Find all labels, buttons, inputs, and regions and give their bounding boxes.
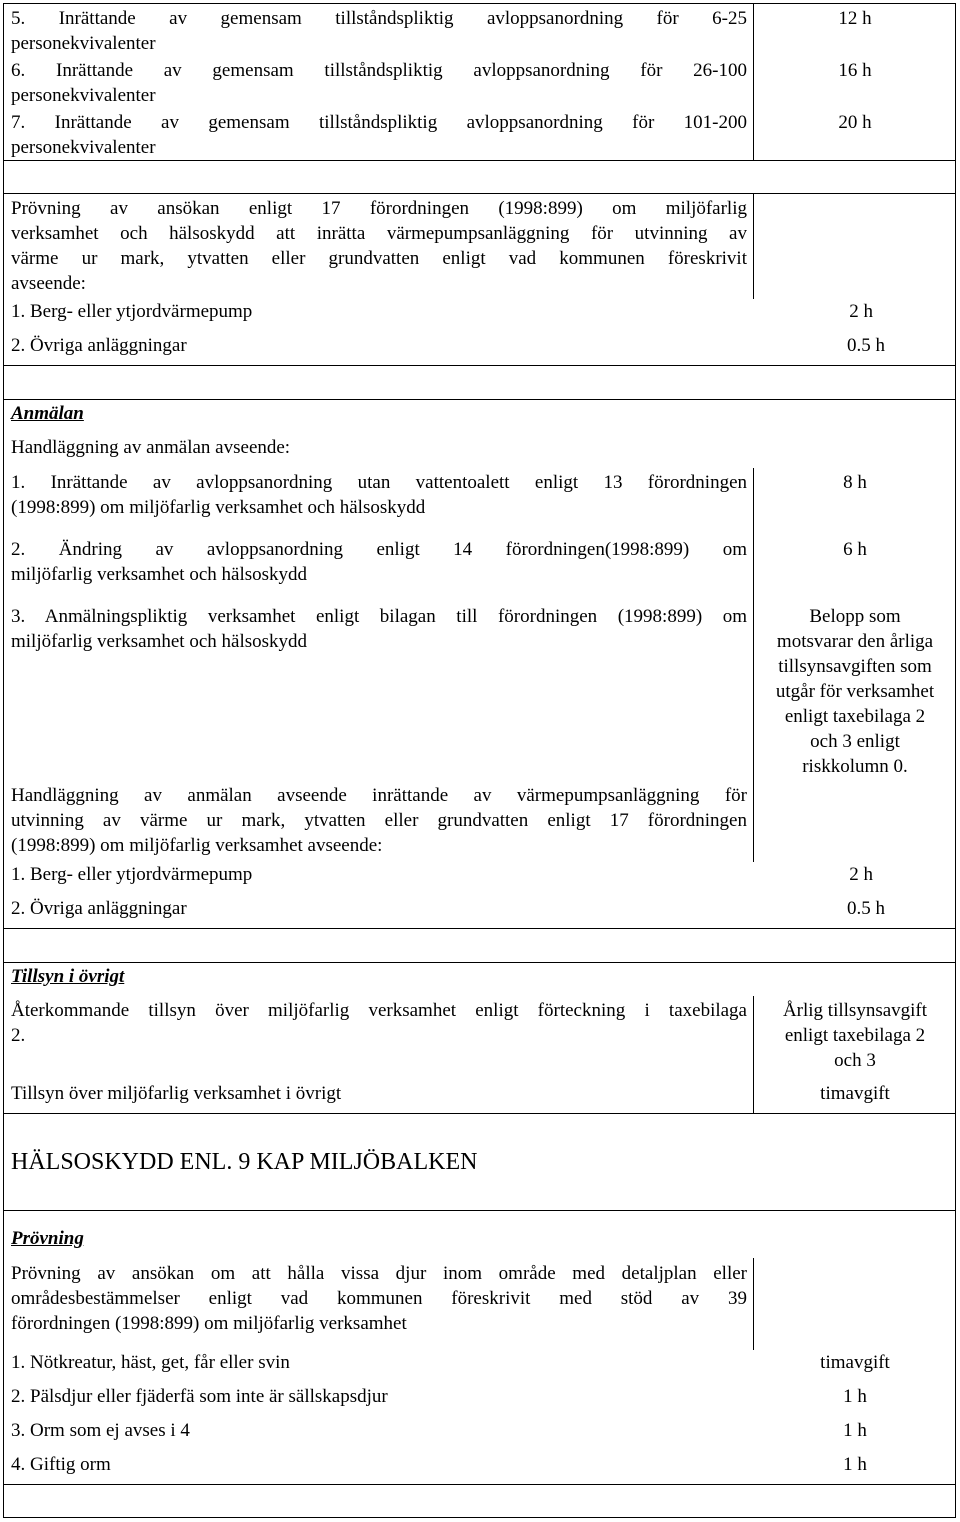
row-text: miljöfarlig verksamhet och hälsoskydd [11, 631, 308, 652]
table-border-bottom [3, 1517, 956, 1518]
row-text: Återkommande tillsyn över miljöfarlig verksamhet enligt förteckning i taxebilaga [11, 1000, 747, 1021]
anmalan-row-1 [11, 470, 747, 520]
list-item [11, 299, 873, 324]
paragraph-line: (1998:899) om miljöfarlig verksamhet avseende: [11, 835, 383, 856]
column-divider [753, 996, 754, 1113]
fee-row-7 [11, 110, 747, 160]
paragraph-line: Handläggning av anmälan avseende inrättande av värmepumpsanläggning för [11, 785, 747, 806]
table-border-top [3, 3, 956, 4]
column-divider [753, 1258, 754, 1350]
row-divider [3, 193, 956, 194]
paragraph-line: avseende: [11, 273, 86, 294]
row-text: (1998:899) om miljöfarlig verksamhet och hälsoskydd [11, 497, 426, 518]
djur-item-2: 2. Pälsdjur eller fjäderfä som inte är sällskapsdjur [11, 1386, 388, 1407]
fee-line: enligt taxebilaga 2 [784, 1025, 926, 1046]
fee-value: 16 h [838, 60, 872, 81]
row-text: 6. Inrättande av gemensam tillståndspliktig avloppsanordning för 26-100 [11, 60, 747, 81]
section-title: Tillsyn i övrigt [11, 966, 125, 987]
section-title-tillsyn [11, 964, 949, 989]
row-text: 3. Anmälningspliktig verksamhet enligt bilagan till förordningen (1998:899) om [11, 606, 747, 627]
varmepump-provning-text [11, 196, 747, 296]
paragraph-line: värme ur mark, ytvatten eller grundvatten enligt vad kommunen föreskrivit [11, 248, 747, 269]
item-label: 2. Övriga anläggningar [11, 335, 187, 356]
fee-value: 6 h [843, 539, 867, 560]
fee-value: 0.5 h [847, 898, 885, 919]
row-text: personekvivalenter [11, 85, 156, 106]
list-item [11, 896, 885, 921]
section-title-provning [11, 1226, 949, 1251]
section-title: Anmälan [11, 403, 84, 424]
table-border-left [3, 3, 4, 1518]
fee-line: Årlig tillsynsavgift [782, 1000, 928, 1021]
djur-item-4: 4. Giftig orm [11, 1454, 111, 1475]
fee-value: 12 h [838, 8, 872, 29]
row-text: 7. Inrättande av gemensam tillståndspliktig avloppsanordning för 101-200 [11, 112, 747, 133]
fee-value: timavgift [820, 1352, 890, 1373]
column-divider [753, 193, 754, 299]
anmalan-row-3 [11, 604, 747, 654]
anmalan-varmepump-text [11, 783, 747, 858]
fee-value: timavgift [820, 1083, 890, 1104]
row-text: personekvivalenter [11, 33, 156, 54]
fee-line: och 3 [834, 1050, 876, 1071]
djur-item-1: 1. Nötkreatur, häst, get, får eller svin [11, 1352, 290, 1373]
section-heading-halsoskydd: HÄLSOSKYDD ENL. 9 KAP MILJÖBALKEN [11, 1149, 478, 1175]
column-divider [753, 468, 754, 862]
paragraph-line: utvinning av värme ur mark, ytvatten eller grundvatten enligt 17 förordningen [11, 810, 747, 831]
paragraph-line: områdesbestämmelser enligt vad kommunen föreskrivit med stöd av 39 [11, 1288, 747, 1309]
fee-table-page [3, 3, 956, 1518]
paragraph-line: förordningen (1998:899) om miljöfarlig verksamhet [11, 1313, 407, 1334]
row-text: personekvivalenter [11, 137, 156, 158]
row-divider [3, 1113, 956, 1114]
fee-value: 1 h [843, 1386, 867, 1407]
fee-line: och 3 enligt [810, 731, 900, 752]
fee-value: 0.5 h [847, 335, 885, 356]
fee-value: 8 h [843, 472, 867, 493]
table-border-right [955, 3, 956, 1518]
paragraph-line: Prövning av ansökan enligt 17 förordningen (1998:899) om miljöfarlig [11, 198, 747, 219]
fee-line: Belopp som [809, 606, 901, 627]
row-divider [3, 928, 956, 929]
row-divider [3, 1210, 956, 1211]
row-text: 2. [11, 1025, 26, 1046]
row-divider [3, 399, 956, 400]
list-item [11, 862, 873, 887]
fee-row-5 [11, 6, 747, 56]
fee-line: enligt taxebilaga 2 [784, 706, 926, 727]
fee-description [760, 604, 950, 779]
row-text: 1. Inrättande av avloppsanordning utan vattentoalett enligt 13 förordningen [11, 472, 747, 493]
fee-row-6 [11, 58, 747, 108]
fee-line: tillsynsavgiften som [778, 656, 932, 677]
item-label: 1. Berg- eller ytjordvärmepump [11, 301, 253, 322]
section-title-anmalan [11, 401, 949, 426]
fee-line: utgår för verksamhet [775, 681, 935, 702]
fee-value: 1 h [843, 1420, 867, 1441]
fee-line: riskkolumn 0. [802, 756, 908, 777]
fee-value: 1 h [843, 1454, 867, 1475]
fee-value: 20 h [838, 112, 872, 133]
row-divider [3, 962, 956, 963]
tillsyn-row-1 [11, 998, 747, 1048]
list-item [11, 333, 885, 358]
row-divider [3, 1484, 956, 1485]
fee-value: 2 h [849, 301, 873, 322]
row-text: miljöfarlig verksamhet och hälsoskydd [11, 564, 308, 585]
item-label: 2. Övriga anläggningar [11, 898, 187, 919]
paragraph-line: verksamhet och hälsoskydd att inrätta värmepumpsanläggning för utvinning av [11, 223, 747, 244]
row-text: 5. Inrättande av gemensam tillståndspliktig avloppsanordning för 6-25 [11, 8, 747, 29]
row-text: 2. Ändring av avloppsanordning enligt 14 förordningen(1998:899) om [11, 539, 747, 560]
item-label: 1. Berg- eller ytjordvärmepump [11, 864, 253, 885]
djur-item-3: 3. Orm som ej avses i 4 [11, 1420, 190, 1441]
fee-value: 2 h [849, 864, 873, 885]
anmalan-subtitle: Handläggning av anmälan avseende: [11, 437, 291, 458]
anmalan-row-2 [11, 537, 747, 587]
paragraph-line: Prövning av ansökan om att hålla vissa djur inom område med detaljplan eller [11, 1263, 747, 1284]
djur-provning-text [11, 1261, 747, 1336]
fee-line: motsvarar den årliga [776, 631, 934, 652]
tillsyn-row-2: Tillsyn över miljöfarlig verksamhet i övrigt [11, 1083, 342, 1104]
fee-description [760, 998, 950, 1073]
row-divider [3, 160, 956, 161]
row-divider [3, 365, 956, 366]
section-title: Prövning [11, 1228, 84, 1249]
column-divider [753, 3, 754, 160]
